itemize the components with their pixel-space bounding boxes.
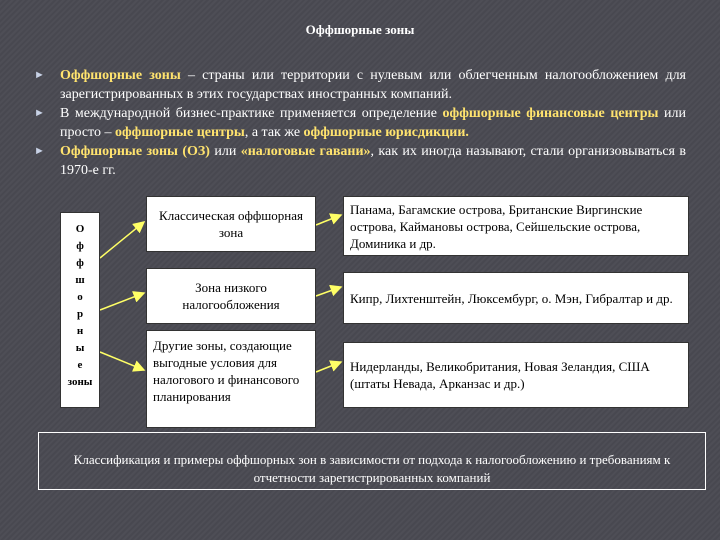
triangle-bullet-icon: ► [34,69,45,81]
arrow-to-type-1 [100,222,144,258]
vertical-letter: р [76,308,84,320]
bullet-highlight: Оффшорные зоны (ОЗ) [60,144,210,159]
bullet-highlight: «налоговые гавани» [240,144,371,159]
arrow-to-example-1 [316,215,341,225]
bullet-text: , как их иногда называют, стали организовываться в 1970-е гг. [60,144,686,178]
zone-type-box-1 [146,196,316,252]
example-box-1 [343,196,689,256]
vertical-letter: ш [75,274,85,286]
vertical-letter: ф [76,257,84,269]
bullet-highlight: оффшорные финансовые центры [442,106,659,121]
bullet-text: , а так же [244,125,304,140]
example-label: Панама, Багамские острова, Британские Виргинские острова, Каймановы острова, Сейшельские острова, Доминика и др. [350,201,643,251]
example-box-3 [343,342,689,408]
bullet-highlight: оффшорные юрисдикции. [303,125,469,140]
vertical-letter: ф [76,240,84,252]
bullet-text: В международной бизнес-практике применяется определение [60,106,443,121]
bullet-highlight: Оффшорные зоны [60,68,181,83]
zone-type-label: Другие зоны, создающие выгодные условия для налогового и финансового планирования [153,338,300,404]
arrow-to-example-3 [316,362,341,372]
zone-type-label: Классическая оффшорная зона [159,208,303,240]
figure-caption: Классификация и примеры оффшорных зон в зависимости от подхода к налогообложению и требованиям к отчетности зарегистрированных компаний [38,432,706,490]
vertical-letter: н [76,325,84,337]
example-label: Кипр, Лихтенштейн, Люксембург, о. Мэн, Гибралтар и др. [350,290,673,306]
bullet-text: или просто – [60,106,686,140]
example-box-2 [343,272,689,324]
triangle-bullet-icon: ► [34,145,45,157]
vertical-letter: ы [75,342,85,354]
vertical-letter: О [75,223,85,235]
arrow-to-type-2 [100,293,144,310]
triangle-bullet-icon: ► [34,107,45,119]
bullet-highlight: оффшорные центры [115,125,245,140]
arrow-to-type-3 [100,352,144,370]
example-label: Нидерланды, Великобритания, Новая Зеландия, США (штаты Невада, Арканзас и др.) [350,359,650,391]
zone-type-box-3 [146,330,316,428]
zone-type-box-2 [146,268,316,324]
offshore-zones-vertical-box [60,212,100,408]
vertical-letter: е [77,359,83,371]
arrow-to-example-2 [316,287,341,296]
vertical-letter: зоны [67,376,93,388]
bullet-text: – страны или территории с нулевым или облегченным налогообложением для зарегистрированных в этих государствах иностранных компаний. [60,68,686,102]
bullet-text: или [209,144,241,159]
page-title: Оффшорные зоны [305,22,415,37]
zone-type-label: Зона низкого налогообложения [182,280,280,312]
vertical-letter: о [77,291,83,303]
